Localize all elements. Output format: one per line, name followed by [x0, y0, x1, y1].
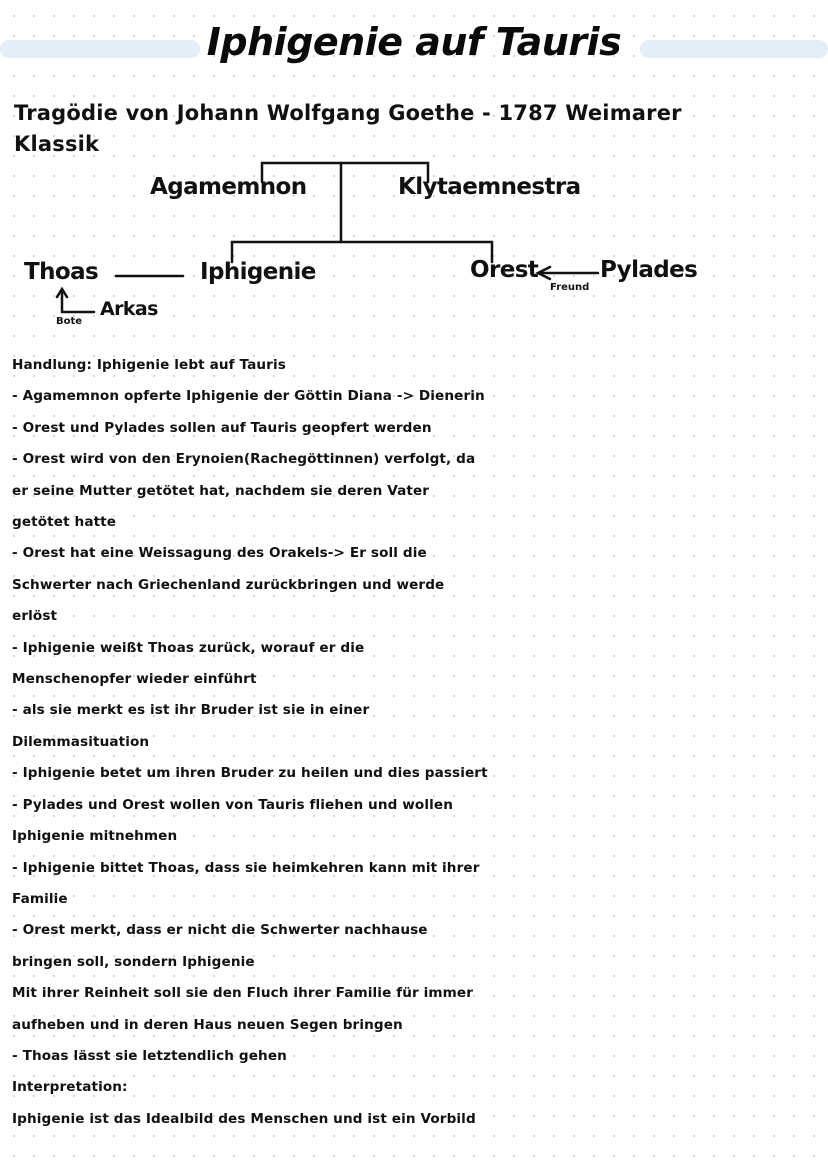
content-line: - Orest und Pylades sollen auf Tauris geopfert werden: [12, 419, 432, 436]
content-line: - Thoas lässt sie letztendlich gehen: [12, 1047, 287, 1064]
content-line: - Orest merkt, dass er nicht die Schwerter nachhause: [12, 922, 428, 939]
klytaemnestra-label: Klytaemnestra: [398, 174, 581, 200]
family-tree-lines: [0, 0, 828, 340]
content-line: - Orest hat eine Weissagung des Orakels-> Er soll die: [12, 545, 427, 562]
iphigenie-label: Iphigenie: [200, 259, 316, 285]
orest-label: Orest: [470, 257, 539, 283]
content-line: - Pylades und Orest wollen von Tauris fliehen und wollen: [12, 796, 453, 813]
bote-arrow-line: [62, 290, 94, 312]
content-line: - Iphigenie bittet Thoas, dass sie heimkehren kann mit ihrer: [12, 859, 480, 876]
content-body: [12, 350, 824, 1135]
content-line: erlöst: [12, 608, 58, 625]
content-line: bringen soll, sondern Iphigenie: [12, 953, 255, 970]
subtitle: Tragödie von Johann Wolfgang Goethe - 1787 Weimarer Klassik: [14, 101, 682, 156]
arkas-label: Arkas: [100, 298, 158, 320]
content-line: getötet hatte: [12, 514, 117, 531]
page-title: Iphigenie auf Tauris: [206, 20, 622, 64]
bote-label: Bote: [56, 316, 83, 327]
content-line: Dilemmasituation: [12, 733, 150, 750]
content-line: - Orest wird von den Erynoien(Rachegöttinnen) verfolgt, da: [12, 451, 476, 468]
content-line: Schwerter nach Griechenland zurückbringen und werde: [12, 576, 445, 593]
content-line: Familie: [12, 890, 68, 907]
content-line: - Agamemnon opferte Iphigenie der Göttin Diana -> Dienerin: [12, 388, 485, 405]
content-line: er seine Mutter getötet hat, nachdem sie deren Vater: [12, 482, 430, 499]
content-line: Interpretation:: [12, 1079, 128, 1096]
content-line: Handlung: Iphigenie lebt auf Tauris: [12, 357, 286, 373]
thoas-label: Thoas: [24, 259, 99, 285]
content-line: - Iphigenie weißt Thoas zurück, worauf er die: [12, 639, 365, 656]
agamemnon-label: Agamemnon: [150, 174, 307, 200]
content-line: - Iphigenie betet um ihren Bruder zu heilen und dies passiert: [12, 765, 488, 782]
content-line: Iphigenie ist das Idealbild des Menschen und ist ein Vorbild: [12, 1110, 476, 1127]
content-line: Iphigenie mitnehmen: [12, 828, 178, 845]
content-line: aufheben und in deren Haus neuen Segen bringen: [12, 1016, 403, 1033]
content-line: Mit ihrer Reinheit soll sie den Fluch ihrer Familie für immer: [12, 985, 474, 1002]
freund-label: Freund: [550, 282, 590, 293]
content-line: - als sie merkt es ist ihr Bruder ist sie in einer: [12, 702, 370, 719]
pylades-label: Pylades: [600, 257, 698, 283]
content-line: Menschenopfer wieder einführt: [12, 671, 257, 688]
